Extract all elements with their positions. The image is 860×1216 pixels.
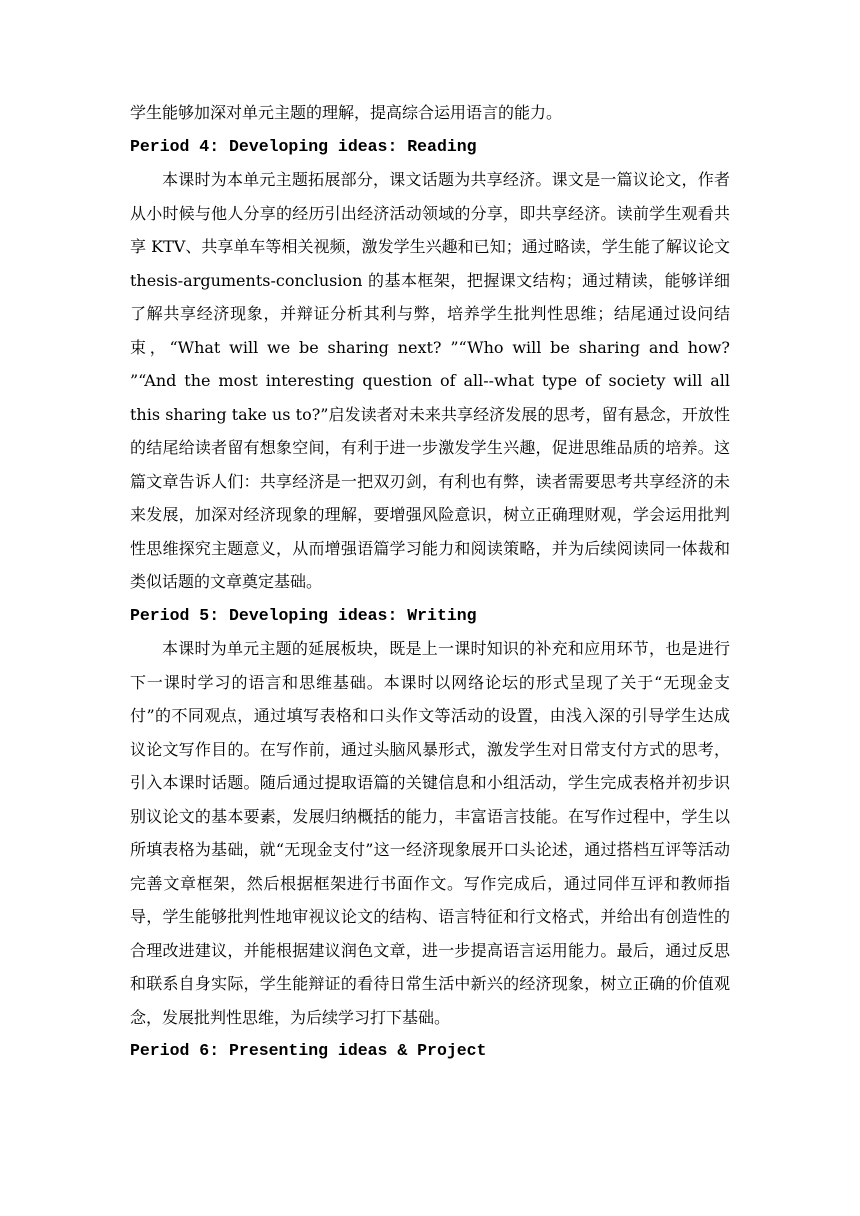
section-heading-period-6: Period 6: Presenting ideas & Project (130, 1041, 487, 1060)
document-page (130, 96, 730, 1068)
section-heading-period-4: Period 4: Developing ideas: Reading (130, 136, 477, 156)
section-body-period-4: 本课时为本单元主题拓展部分，课文话题为共享经济。课文是一篇议论文，作者从小时候与他人分享的经历引出经济活动领域的分享，即共享经济。读前学生观看共享 KTV、共享单车等相关视频，激发学生兴趣和已知；通过略读，学生能了解议论文 thesis-arguments-conclusion 的基本框架，把握课文结构；通过精读，能够详细了解共享经济现象，并辩证分析其利与弊，培养学生批判性思维；结尾通过设问结束，“What will we be sharing next? ”“Who will be sharing and how? ”“And the most interesting question of all--what type of society will all this sharing take us to?”启发读者对未来共享经济发展的思考，留有悬念，开放性的结尾给读者留有想象空间，有利于进一步激发学生兴趣，促进思维品质的培养。这篇文章告诉人们：共享经济是一把双刃剑，有利也有弊，读者需要思考共享经济的未来发展，加深对经济现象的理解，要增强风险意识，树立正确理财观，学会运用批判性思维探究主题意义，从而增强语篇学习能力和阅读策略，并为后续阅读同一体裁和类似话题的文章奠定基础。 (130, 170, 730, 591)
section-body-period-5: 本课时为单元主题的延展板块，既是上一课时知识的补充和应用环节，也是进行下一课时学习的语言和思维基础。本课时以网络论坛的形式呈现了关于“无现金支付”的不同观点，通过填写表格和口头作文等活动的设置，由浅入深的引导学生达成议论文写作目的。在写作前，通过头脑风暴形式，激发学生对日常支付方式的思考，引入本课时话题。随后通过提取语篇的关键信息和小组活动，学生完成表格并初步识别议论文的基本要素，发展归纳概括的能力，丰富语言技能。在写作过程中，学生以所填表格为基础，就“无现金支付”这一经济现象展开口头论述，通过搭档互评等活动完善文章框架，然后根据框架进行书面作文。写作完成后，通过同伴互评和教师指导，学生能够批判性地审视议论文的结构、语言特征和行文格式，并给出有创造性的合理改进建议，并能根据建议润色文章，进一步提高语言运用能力。最后，通过反思和联系自身实际，学生能辩证的看待日常生活中新兴的经济现象，树立正确的价值观念，发展批判性思维，为后续学习打下基础。 (130, 639, 730, 1027)
section-heading-period-5: Period 5: Developing ideas: Writing (130, 605, 477, 625)
intro-paragraph: 学生能够加深对单元主题的理解，提高综合运用语言的能力。 (130, 103, 563, 122)
